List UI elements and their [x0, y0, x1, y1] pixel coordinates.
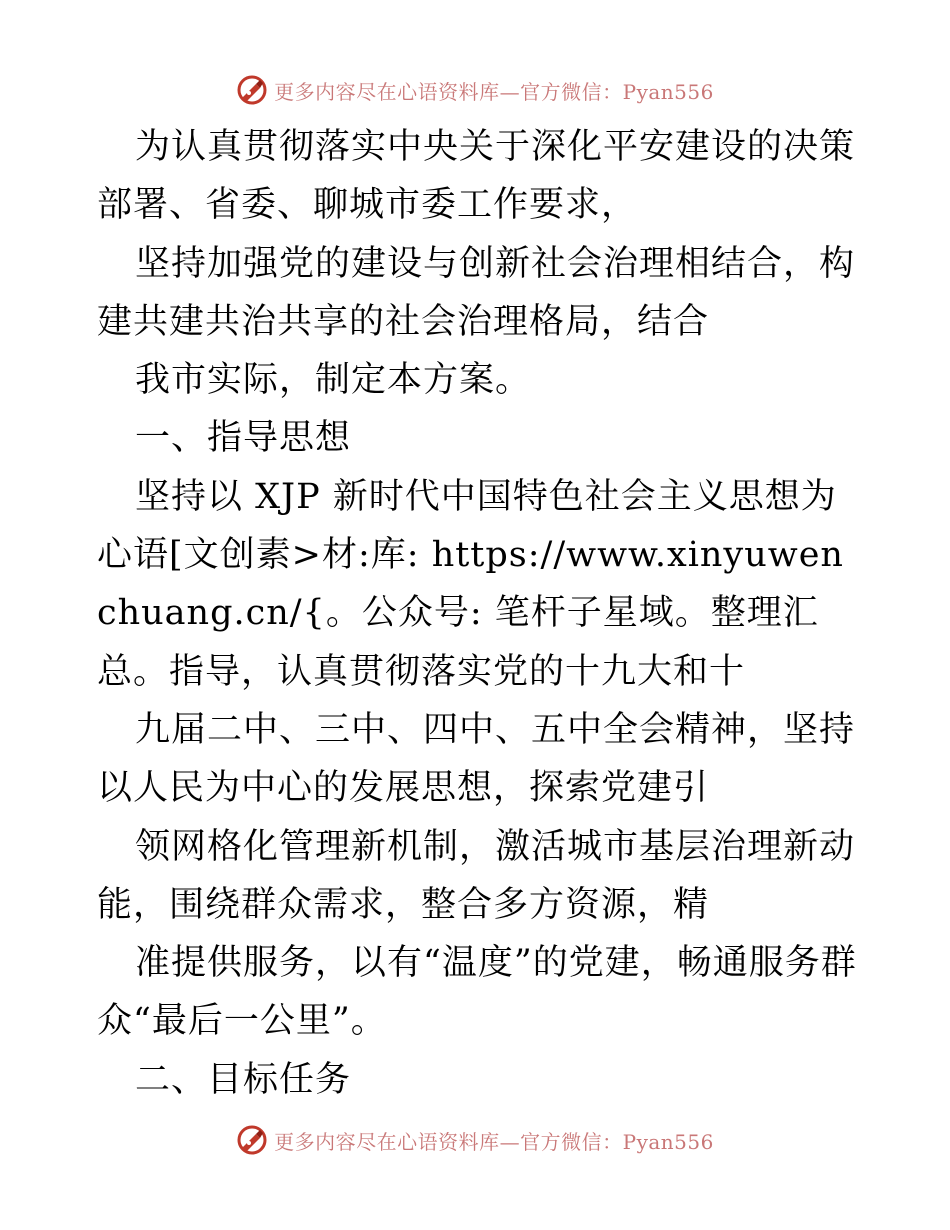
document-body [97, 118, 857, 1109]
paragraph: 九届二中、三中、四中、五中全会精神，坚持以人民为中心的发展思想，探索党建引 [97, 709, 856, 809]
footer-banner-text: 更多内容尽在心语资料库—官方微信：Pyan556 [274, 1129, 714, 1154]
pen-logo-icon [236, 74, 268, 106]
paragraph: 我市实际，制定本方案。 [135, 360, 532, 401]
header-banner-text: 更多内容尽在心语资料库—官方微信：Pyan556 [274, 79, 714, 104]
paragraph: 坚持加强党的建设与创新社会治理相结合，构建共建共治共享的社会治理格局，结合 [97, 243, 856, 342]
footer-banner [0, 1120, 950, 1160]
pen-logo-icon [236, 1124, 268, 1156]
paragraph: 领网格化管理新机制，激活城市基层治理新动能，围绕群众需求，整合多方资源，精 [97, 826, 856, 925]
paragraph: 准提供服务，以有“温度”的党建，畅通服务群众“最后一公里”。 [97, 943, 857, 1042]
paragraph: 坚持以 XJP 新时代中国特色社会主义思想为心语[文创素>材:库: https://www.xinyuwenchuang.cn/{。公众号: 笔杆子星域。整理汇总。指导，认真贯彻落实党的十九大和十 [97, 476, 844, 692]
section-heading: 一、指导思想 [135, 418, 352, 459]
section-heading: 二、目标任务 [135, 1059, 352, 1100]
header-banner [0, 70, 950, 110]
paragraph: 为认真贯彻落实中央关于深化平安建设的决策部署、省委、聊城市委工作要求， [97, 127, 856, 226]
